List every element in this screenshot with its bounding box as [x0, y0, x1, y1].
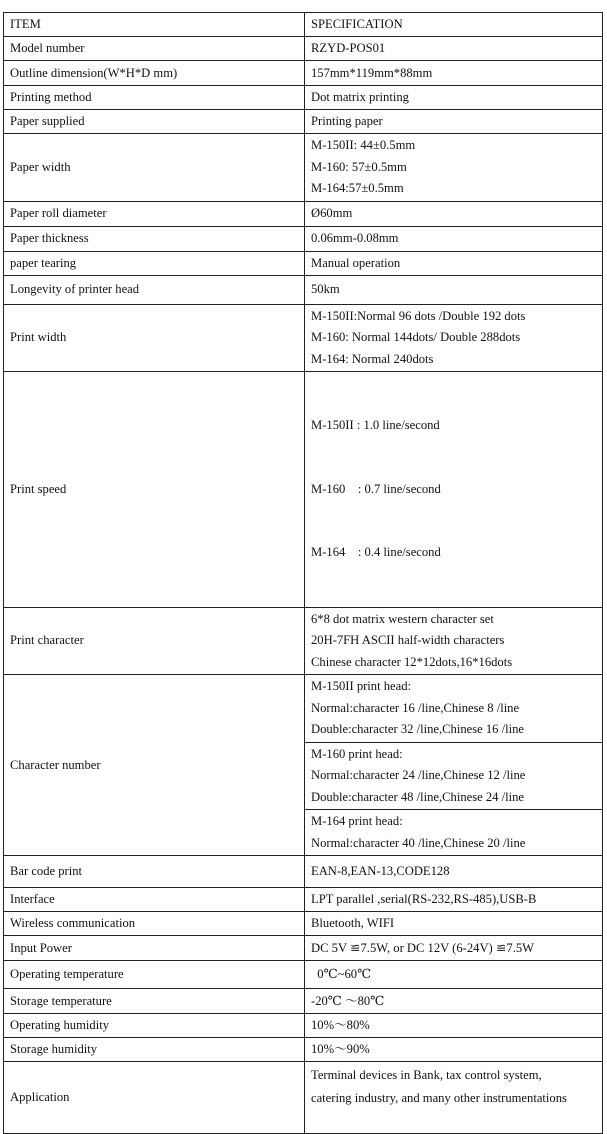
paper-width-line: M-160: 57±0.5mm	[311, 159, 407, 174]
value-outline-dimension: 157mm*119mm*88mm	[305, 61, 603, 86]
print-speed-line: M-164 : 0.4 line/second	[311, 545, 441, 559]
label-bar-code-print: Bar code print	[4, 856, 305, 888]
print-character-line: 20H-7FH ASCII half-width characters	[311, 633, 505, 647]
row-print-speed	[4, 372, 603, 608]
value-printing-method: Dot matrix printing	[305, 86, 603, 110]
label-printer-head-longevity: Longevity of printer head	[4, 275, 305, 304]
label-operating-humidity: Operating humidity	[4, 1014, 305, 1038]
character-number-line: Normal:character 40 /line,Chinese 20 /line	[311, 835, 526, 850]
label-storage-temperature: Storage temperature	[4, 989, 305, 1014]
row-paper-tearing	[4, 251, 603, 275]
label-paper-roll-diameter: Paper roll diameter	[4, 201, 305, 226]
label-paper-supplied: Paper supplied	[4, 110, 305, 134]
row-paper-supplied	[4, 110, 603, 134]
row-storage-humidity	[4, 1038, 603, 1062]
row-model-number	[4, 37, 603, 61]
application-line: Terminal devices in Bank, tax control system,	[311, 1068, 542, 1082]
character-number-line: Normal:character 16 /line,Chinese 8 /line	[311, 700, 520, 715]
row-printing-method	[4, 86, 603, 110]
paper-width-line: M-164:57±0.5mm	[311, 181, 404, 195]
label-character-number: Character number	[4, 675, 305, 856]
row-paper-width	[4, 134, 603, 202]
row-bar-code-print	[4, 856, 603, 888]
value-operating-humidity: 10%～80%	[305, 1014, 603, 1038]
value-printer-head-longevity: 50km	[305, 275, 603, 304]
row-paper-roll-diameter	[4, 201, 603, 226]
row-interface	[4, 888, 603, 912]
row-wireless-communication	[4, 912, 603, 936]
print-character-line: Chinese character 12*12dots,16*16dots	[311, 654, 513, 669]
application-line: catering industry, and many other instrumentations	[311, 1091, 567, 1105]
value-paper-roll-diameter: Ø60mm	[305, 201, 603, 226]
row-print-width	[4, 304, 603, 372]
row-character-number-m150	[4, 675, 603, 743]
character-number-line: Double:character 48 /line,Chinese 24 /line	[311, 789, 524, 804]
label-paper-thickness: Paper thickness	[4, 226, 305, 251]
value-print-character	[305, 607, 603, 675]
value-storage-temperature: -20℃ ～80℃	[305, 989, 603, 1014]
label-storage-humidity: Storage humidity	[4, 1038, 305, 1062]
character-number-line: M-160 print head:	[311, 746, 403, 761]
label-printing-method: Printing method	[4, 86, 305, 110]
label-model-number: Model number	[4, 37, 305, 61]
print-speed-line: M-150II : 1.0 line/second	[311, 418, 440, 432]
row-input-power	[4, 936, 603, 961]
value-interface: LPT parallel ,serial(RS-232,RS-485),USB-B	[305, 888, 603, 912]
label-paper-tearing: paper tearing	[4, 251, 305, 275]
label-wireless-communication: Wireless communication	[4, 912, 305, 936]
row-outline-dimension	[4, 61, 603, 86]
row-operating-humidity	[4, 1014, 603, 1038]
value-paper-width	[305, 134, 603, 202]
header-specification: SPECIFICATION	[305, 13, 603, 37]
label-print-speed: Print speed	[4, 372, 305, 608]
row-operating-temperature	[4, 961, 603, 989]
paper-width-line: M-150II: 44±0.5mm	[311, 138, 416, 152]
print-speed-line: M-160 : 0.7 line/second	[311, 481, 441, 496]
value-operating-temperature: 0℃~60℃	[305, 961, 603, 989]
character-number-line: M-164 print head:	[311, 814, 403, 828]
value-print-width	[305, 304, 603, 372]
row-paper-thickness	[4, 226, 603, 251]
value-paper-supplied: Printing paper	[305, 110, 603, 134]
value-storage-humidity: 10%～90%	[305, 1038, 603, 1062]
row-printer-head-longevity	[4, 275, 603, 304]
header-item: ITEM	[4, 13, 305, 37]
character-number-line: Normal:character 24 /line,Chinese 12 /line	[311, 768, 526, 782]
print-width-line: M-160: Normal 144dots/ Double 288dots	[311, 330, 521, 344]
value-paper-tearing: Manual operation	[305, 251, 603, 275]
value-paper-thickness: 0.06mm-0.08mm	[305, 226, 603, 251]
value-character-number-m150	[305, 675, 603, 743]
character-number-line: M-150II print head:	[311, 679, 412, 693]
value-print-speed	[305, 372, 603, 608]
value-application	[305, 1062, 603, 1134]
row-application	[4, 1062, 603, 1134]
label-print-character: Print character	[4, 607, 305, 675]
print-width-line: M-164: Normal 240dots	[311, 351, 434, 366]
value-model-number: RZYD-POS01	[305, 37, 603, 61]
value-input-power: DC 5V ≌7.5W, or DC 12V (6-24V) ≌7.5W	[305, 936, 603, 961]
label-interface: Interface	[4, 888, 305, 912]
specification-table	[3, 12, 603, 1134]
label-operating-temperature: Operating temperature	[4, 961, 305, 989]
table-header-row	[4, 13, 603, 37]
row-storage-temperature	[4, 989, 603, 1014]
label-print-width: Print width	[4, 304, 305, 372]
value-bar-code-print: EAN-8,EAN-13,CODE128	[305, 856, 603, 888]
row-print-character	[4, 607, 603, 675]
label-outline-dimension: Outline dimension(W*H*D mm)	[4, 61, 305, 86]
value-character-number-m160	[305, 742, 603, 810]
label-paper-width: Paper width	[4, 134, 305, 202]
print-character-line: 6*8 dot matrix western character set	[311, 611, 494, 626]
value-character-number-m164	[305, 810, 603, 856]
label-input-power: Input Power	[4, 936, 305, 961]
character-number-line: Double:character 32 /line,Chinese 16 /line	[311, 722, 524, 736]
value-wireless-communication: Bluetooth, WIFI	[305, 912, 603, 936]
print-width-line: M-150II:Normal 96 dots /Double 192 dots	[311, 308, 526, 323]
label-application: Application	[4, 1062, 305, 1134]
